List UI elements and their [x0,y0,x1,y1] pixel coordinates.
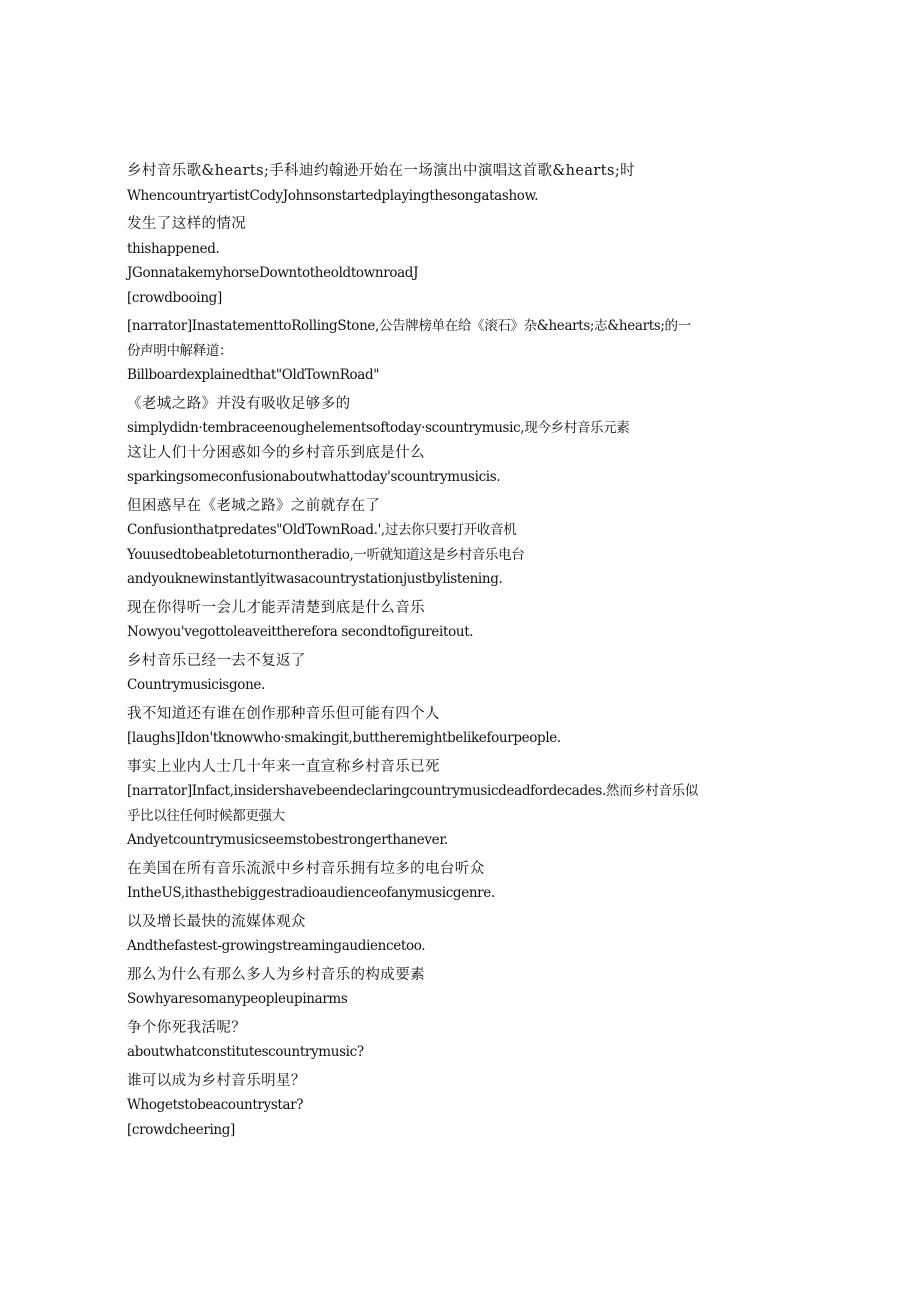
transcript-line: Andthefastest-growingstreamingaudiencetoo. [127,938,426,954]
transcript-line: aboutwhatconstitutescountrymusic? [127,1044,364,1060]
transcript-line: sparkingsomeconfusionaboutwhattoday'scountrymusicis. [127,469,501,485]
transcript-line: Countrymusicisgone. [127,677,265,693]
transcript-line: 我不知道还有谁在创作那种音乐但可能有四个人 [127,705,440,722]
transcript-line: JGonnatakemyhorseDowntotheoldtownroadJ [127,265,419,281]
transcript-line: Youusedtobeabletoturnontheradio,一听就知道这是乡村音乐电台 [127,546,525,563]
transcript-line: 谁可以成为乡村音乐明星？ [127,1072,306,1089]
transcript-line: [laughs]Idon'tknowwho·smakingit,buttheremightbelikefourpeople. [127,730,561,746]
transcript-line: thishappened. [127,240,220,257]
transcript-line: 事实上业内人士几十年来一直宣称乡村音乐已死 [127,758,440,775]
transcript-line: 发生了这样的情况 [127,216,247,232]
transcript-line: Andyetcountrymusicseemstobestrongerthanever. [127,832,448,848]
transcript-line: [crowdcheering] [127,1121,235,1138]
transcript-line: [crowdbooing] [127,289,222,306]
transcript-line: Billboardexplainedthat"OldTownRoad" [127,367,380,383]
transcript-line: simplydidn·tembraceenoughelementsoftoday·scountrymusic,现今乡村音乐元素 [127,420,630,436]
transcript-line: WhencountryartistCodyJohnsonstartedplayingthesongatashow. [127,187,539,204]
transcript-line: 《老城之路》并没有吸收足够多的 [127,395,351,412]
transcript-line: Sowhyaresomanypeopleupinarms [127,991,348,1007]
transcript-line: 这让人们十分困惑如今的乡村音乐到底是什么 [127,444,425,461]
transcript-line: Whogetstobeacountrystar? [127,1097,304,1113]
transcript-line: andyouknewinstantlyitwasacountrystationjustbylistening. [127,571,503,587]
transcript-line: 以及增长最快的流媒体观众 [127,913,306,930]
transcript-line: [narrator]InastatementtoRollingStone,公告牌榜单在给《滚石》杂&hearts;志&hearts;的一份声明中解释道： [127,318,691,359]
transcript-line: 乡村音乐歌&hearts;手科迪约翰逊开始在一场演出中演唱这首歌&hearts;时 [127,163,636,179]
transcript-line: IntheUS,ithasthebiggestradioaudienceofanymusicgenre. [127,885,495,901]
transcript-line: 在美国在所有音乐流派中乡村音乐拥有垃多的电台听众 [127,860,485,877]
transcript-line: 乡村音乐已经一去不复返了 [127,652,306,669]
transcript-line: 争个你死我活呢？ [127,1019,247,1036]
transcript-line: 那么为什么有那么多人为乡村音乐的构成要素 [127,966,425,983]
transcript-line: [narrator]Infact,insidershavebeendeclaringcountrymusicdeadfordecades.然而乡村音乐似乎比以往任何时候都更强大 [127,783,698,824]
transcript-line: 但困惑早在《老城之路》之前就存在了 [127,497,381,514]
transcript-line: 现在你得听一会儿才能弄清楚到底是什么音乐 [127,599,425,616]
transcript-line: Nowyou'vegottoleaveittherefora secondtofigureitout. [127,624,474,640]
transcript-line: Confusionthatpredates"OldTownRoad.',过去你只要打开收音机 [127,522,517,538]
transcript-body [127,159,717,1142]
